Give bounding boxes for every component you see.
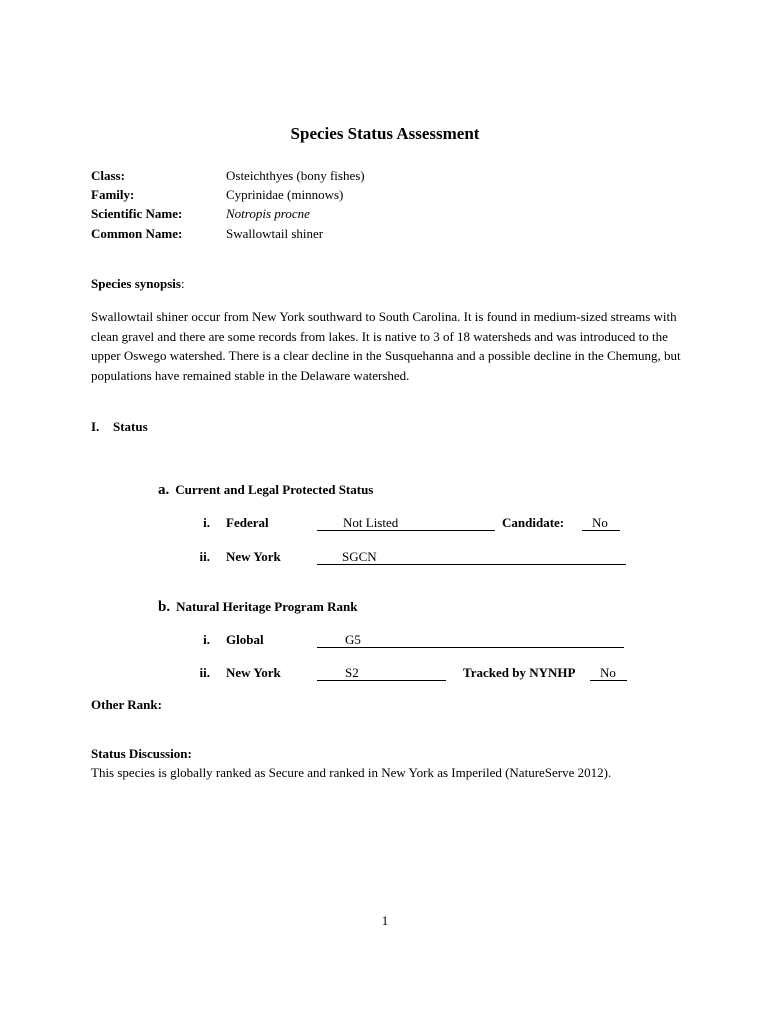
tracked-field	[590, 665, 627, 681]
ny-rank-field	[317, 665, 446, 681]
tracked-label: Tracked by NYNHP	[463, 665, 576, 680]
item-roman: i.	[203, 515, 210, 530]
federal-status-field	[317, 515, 495, 531]
candidate-label: Candidate:	[502, 515, 565, 530]
item-label: Federal	[226, 515, 269, 530]
synopsis-paragraph: Swallowtail shiner occur from New York southward to South Carolina. It is found in medium-sized streams with clean gravel and there are some records from lakes. It is native to 3 of 18 watersheds and was introduced to the upper Oswego watershed. There is a clear decline in the Susquehanna and a possible decline in the Chemung, but populations have remained stable in the Delaware watershed.	[91, 309, 681, 383]
global-rank-field	[317, 632, 624, 648]
tracked-value: No	[600, 665, 616, 680]
meta-value: Cyprinidae (minnows)	[226, 187, 344, 202]
ny-status-field	[317, 549, 626, 565]
synopsis-label: Species synopsis	[91, 276, 181, 291]
global-rank-row	[0, 632, 770, 650]
meta-key: Class:	[91, 168, 125, 183]
subsection-letter: a.	[158, 482, 170, 498]
meta-value: Osteichthyes (bony fishes)	[226, 168, 365, 183]
item-roman: ii.	[199, 549, 210, 564]
section-heading-status	[91, 419, 148, 435]
meta-value: Swallowtail shiner	[226, 226, 324, 241]
subsection-heading-heritage-rank	[158, 599, 357, 616]
subsection-letter: b.	[158, 599, 171, 615]
other-rank-label: Other Rank:	[91, 697, 162, 712]
synopsis-colon: :	[180, 276, 185, 291]
synopsis-heading	[91, 276, 185, 292]
item-roman: ii.	[199, 665, 210, 680]
meta-value: Notropis procne	[226, 206, 310, 221]
subsection-heading-current-status	[158, 482, 373, 499]
global-rank-value: G5	[345, 632, 361, 647]
subsection-label: Natural Heritage Program Rank	[176, 599, 358, 614]
ny-rank-value: S2	[345, 665, 359, 680]
item-roman: i.	[203, 632, 210, 647]
status-discussion-label: Status Discussion:	[91, 746, 192, 761]
status-discussion-text: This species is globally ranked as Secure and ranked in New York as Imperiled (NatureServe 2012).	[91, 765, 612, 780]
subsection-label: Current and Legal Protected Status	[175, 482, 374, 497]
item-label: Global	[226, 632, 264, 647]
page-title: Species Status Assessment	[290, 124, 480, 143]
federal-status-row	[0, 515, 770, 533]
ny-rank-row	[0, 665, 770, 683]
candidate-field	[582, 515, 620, 531]
item-label: New York	[226, 549, 281, 564]
meta-key: Scientific Name:	[91, 206, 183, 221]
item-label: New York	[226, 665, 281, 680]
section-number: I.	[91, 419, 100, 434]
ny-status-row	[0, 549, 770, 567]
federal-status-value: Not Listed	[343, 515, 399, 530]
ny-status-value: SGCN	[342, 549, 377, 564]
page-number: 1	[381, 913, 389, 928]
candidate-value: No	[592, 515, 608, 530]
section-label: Status	[113, 419, 148, 434]
meta-key: Common Name:	[91, 226, 183, 241]
meta-key: Family:	[91, 187, 135, 202]
